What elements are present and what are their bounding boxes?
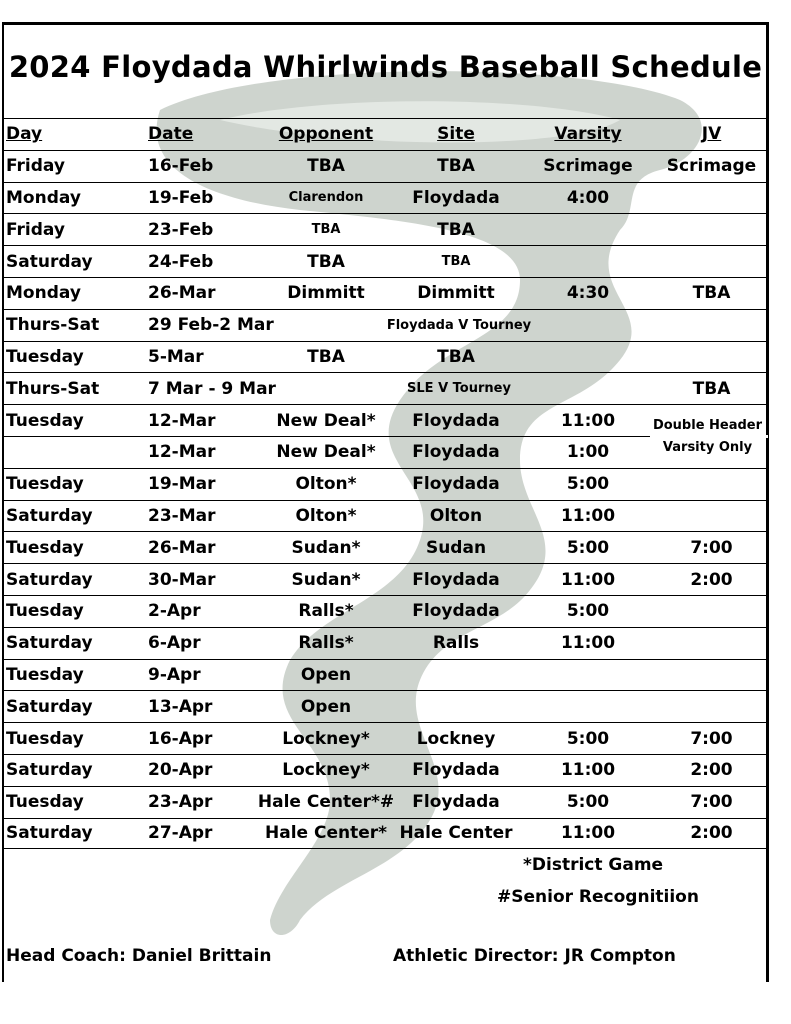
jv-cell bbox=[654, 246, 769, 277]
site-cell bbox=[396, 691, 516, 722]
header-varsity: Varsity bbox=[554, 124, 622, 145]
day-cell: Tuesday bbox=[6, 664, 84, 685]
date-cell: 26-Mar bbox=[148, 283, 216, 304]
date-cell: 23-Feb bbox=[148, 219, 214, 240]
day-cell: Tuesday bbox=[6, 792, 84, 813]
opponent-cell: Clarendon bbox=[288, 190, 364, 206]
table-row bbox=[4, 150, 769, 182]
district-game-note: *District Game bbox=[523, 855, 664, 875]
date-cell: 26-Mar bbox=[148, 537, 216, 558]
page-title: 2024 Floydada Whirlwinds Baseball Schedule bbox=[8, 50, 763, 84]
date-cell: 19-Feb bbox=[148, 187, 214, 208]
date-cell: 30-Mar bbox=[148, 569, 216, 590]
jv-cell bbox=[654, 628, 769, 659]
varsity-cell: 11:00 bbox=[560, 760, 616, 781]
header-date: Date bbox=[148, 124, 194, 145]
double-header-line1: Double Header bbox=[652, 418, 763, 433]
varsity-cell: 11:00 bbox=[560, 569, 616, 590]
site-cell: Ralls bbox=[432, 633, 480, 654]
date-cell: 16-Apr bbox=[148, 728, 213, 749]
table-row bbox=[4, 500, 769, 532]
date-cell: 2-Apr bbox=[148, 601, 201, 622]
site-cell: TBA bbox=[437, 346, 475, 367]
event-cell: SLE V Tourney bbox=[407, 381, 511, 397]
opponent-cell: Lockney* bbox=[282, 728, 370, 749]
table-row bbox=[4, 182, 769, 214]
jv-cell: TBA bbox=[692, 283, 731, 304]
site-cell: Floydada bbox=[412, 442, 500, 463]
varsity-cell: 11:00 bbox=[560, 505, 616, 526]
jv-cell: TBA bbox=[692, 378, 731, 399]
day-cell: Tuesday bbox=[6, 410, 84, 431]
varsity-cell: 1:00 bbox=[566, 442, 610, 463]
table-row bbox=[4, 245, 769, 277]
date-cell: 27-Apr bbox=[148, 823, 213, 844]
opponent-cell: Hale Center* bbox=[265, 823, 388, 844]
varsity-cell: 5:00 bbox=[566, 474, 610, 495]
day-cell: Friday bbox=[6, 156, 65, 177]
jv-cell bbox=[654, 342, 769, 373]
site-cell: Floydada bbox=[412, 569, 500, 590]
opponent-cell: Dimmitt bbox=[287, 283, 365, 304]
varsity-cell bbox=[532, 246, 644, 277]
table-row bbox=[4, 690, 769, 722]
day-cell: Saturday bbox=[6, 696, 93, 717]
table-row bbox=[4, 213, 769, 245]
table-row bbox=[4, 372, 769, 404]
table-row bbox=[4, 818, 769, 850]
athletic-director: Athletic Director: JR Compton bbox=[393, 946, 676, 966]
jv-cell: Scrimage bbox=[666, 156, 757, 177]
site-cell: TBA bbox=[437, 156, 475, 177]
day-cell: Monday bbox=[6, 283, 81, 304]
varsity-cell: 5:00 bbox=[566, 728, 610, 749]
site-cell: Floydada bbox=[412, 601, 500, 622]
schedule-table bbox=[4, 118, 769, 849]
site-cell bbox=[396, 660, 516, 691]
varsity-cell: 5:00 bbox=[566, 537, 610, 558]
date-cell: 13-Apr bbox=[148, 696, 213, 717]
day-cell: Saturday bbox=[6, 569, 93, 590]
table-row bbox=[4, 341, 769, 373]
site-cell: Dimmitt bbox=[417, 283, 495, 304]
day-cell: Thurs-Sat bbox=[6, 378, 100, 399]
double-header-note bbox=[650, 415, 765, 459]
date-cell: 23-Apr bbox=[148, 792, 213, 813]
jv-cell: 7:00 bbox=[690, 728, 733, 749]
site-cell: Floydada bbox=[412, 760, 500, 781]
event-cell: Floydada V Tourney bbox=[386, 317, 532, 333]
table-row bbox=[4, 754, 769, 786]
date-cell: 23-Mar bbox=[148, 505, 216, 526]
varsity-cell: 4:00 bbox=[566, 187, 610, 208]
opponent-cell: TBA bbox=[307, 251, 345, 272]
header-jv: JV bbox=[701, 124, 722, 145]
day-cell: Saturday bbox=[6, 505, 93, 526]
varsity-cell: 11:00 bbox=[560, 633, 616, 654]
day-cell: Saturday bbox=[6, 760, 93, 781]
opponent-cell: Lockney* bbox=[282, 760, 370, 781]
table-row bbox=[4, 468, 769, 500]
jv-cell bbox=[654, 691, 769, 722]
varsity-cell: 11:00 bbox=[560, 410, 616, 431]
jv-cell: 7:00 bbox=[690, 537, 733, 558]
site-cell: Sudan bbox=[425, 537, 487, 558]
head-coach: Head Coach: Daniel Brittain bbox=[6, 946, 272, 966]
site-cell: Lockney bbox=[416, 728, 496, 749]
site-cell: Floydada bbox=[412, 187, 500, 208]
table-row bbox=[4, 722, 769, 754]
opponent-cell: TBA bbox=[311, 222, 341, 238]
site-cell: Floydada bbox=[412, 474, 500, 495]
jv-cell bbox=[654, 469, 769, 500]
site-cell: Hale Center bbox=[399, 823, 513, 844]
opponent-cell: TBA bbox=[307, 156, 345, 177]
site-cell: TBA bbox=[437, 219, 475, 240]
table-row bbox=[4, 277, 769, 309]
day-cell: Saturday bbox=[6, 823, 93, 844]
table-row bbox=[4, 531, 769, 563]
opponent-cell: Olton* bbox=[295, 474, 357, 495]
opponent-cell: Ralls* bbox=[298, 601, 354, 622]
site-cell: Floydada bbox=[412, 410, 500, 431]
varsity-cell: 11:00 bbox=[560, 823, 616, 844]
date-cell: 6-Apr bbox=[148, 633, 201, 654]
opponent-cell: New Deal* bbox=[276, 410, 376, 431]
jv-cell bbox=[654, 596, 769, 627]
site-cell: Floydada bbox=[412, 792, 500, 813]
varsity-cell bbox=[532, 342, 644, 373]
jv-cell bbox=[654, 660, 769, 691]
day-cell: Saturday bbox=[6, 633, 93, 654]
day-cell: Tuesday bbox=[6, 346, 84, 367]
date-cell: 12-Mar bbox=[148, 442, 216, 463]
header-site: Site bbox=[437, 124, 475, 145]
opponent-cell: Ralls* bbox=[298, 633, 354, 654]
opponent-cell: Olton* bbox=[295, 505, 357, 526]
jv-cell: 2:00 bbox=[690, 823, 733, 844]
varsity-cell bbox=[532, 660, 644, 691]
header-day: Day bbox=[6, 124, 43, 145]
date-cell: 5-Mar bbox=[148, 346, 204, 367]
varsity-cell: Scrimage bbox=[543, 156, 633, 177]
opponent-cell: Sudan* bbox=[291, 569, 361, 590]
table-row bbox=[4, 309, 769, 341]
header-opponent: Opponent bbox=[278, 124, 374, 145]
varsity-cell bbox=[532, 691, 644, 722]
opponent-cell: Sudan* bbox=[291, 537, 361, 558]
table-header bbox=[4, 118, 769, 150]
double-header-line2: Varsity Only bbox=[662, 440, 753, 455]
table-row bbox=[4, 786, 769, 818]
opponent-cell: Open bbox=[300, 696, 352, 717]
date-cell: 9-Apr bbox=[148, 664, 201, 685]
site-cell: TBA bbox=[441, 254, 471, 270]
opponent-cell: TBA bbox=[307, 346, 345, 367]
day-cell: Tuesday bbox=[6, 601, 84, 622]
day-cell: Monday bbox=[6, 187, 81, 208]
date-cell: 19-Mar bbox=[148, 474, 216, 495]
table-row bbox=[4, 627, 769, 659]
date-cell: 7 Mar - 9 Mar bbox=[148, 378, 276, 399]
varsity-cell: 5:00 bbox=[566, 601, 610, 622]
jv-cell: 7:00 bbox=[690, 792, 733, 813]
date-cell: 24-Feb bbox=[148, 251, 214, 272]
table-row bbox=[4, 595, 769, 627]
site-cell: Olton bbox=[429, 505, 483, 526]
senior-recognition-note: #Senior Recognitiion bbox=[497, 887, 699, 907]
jv-cell: 2:00 bbox=[690, 760, 733, 781]
opponent-cell: New Deal* bbox=[276, 442, 376, 463]
jv-cell: 2:00 bbox=[690, 569, 733, 590]
table-row bbox=[4, 659, 769, 691]
day-cell: Tuesday bbox=[6, 728, 84, 749]
date-cell: 29 Feb-2 Mar bbox=[148, 315, 274, 336]
opponent-cell: Hale Center*# bbox=[257, 792, 395, 813]
day-cell: Thurs-Sat bbox=[6, 315, 100, 336]
date-cell: 16-Feb bbox=[148, 156, 214, 177]
jv-cell bbox=[654, 501, 769, 532]
varsity-cell bbox=[532, 214, 644, 245]
date-cell: 20-Apr bbox=[148, 760, 213, 781]
date-cell: 12-Mar bbox=[148, 410, 216, 431]
day-cell: Tuesday bbox=[6, 537, 84, 558]
jv-cell bbox=[654, 214, 769, 245]
jv-cell bbox=[654, 183, 769, 214]
day-cell: Friday bbox=[6, 219, 65, 240]
opponent-cell: Open bbox=[300, 664, 352, 685]
varsity-cell: 4:30 bbox=[566, 283, 610, 304]
varsity-cell: 5:00 bbox=[566, 792, 610, 813]
table-row bbox=[4, 563, 769, 595]
day-cell: Saturday bbox=[6, 251, 93, 272]
day-cell: Tuesday bbox=[6, 474, 84, 495]
